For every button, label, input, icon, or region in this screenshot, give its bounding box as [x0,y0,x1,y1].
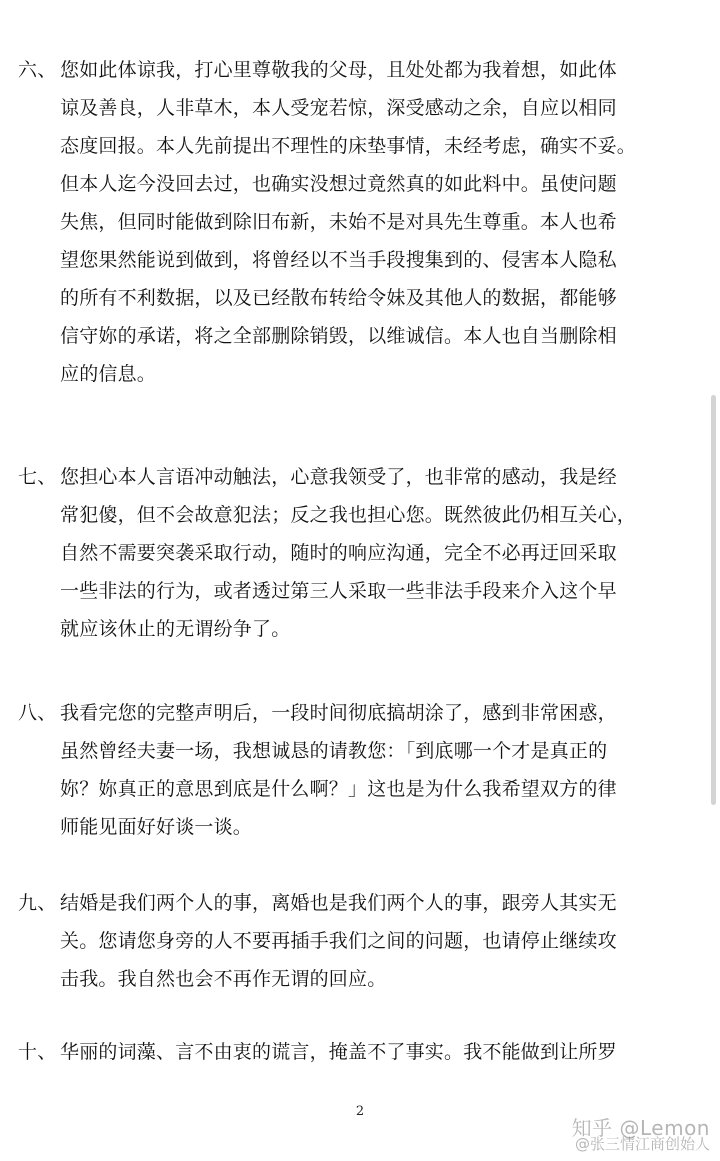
clause-line: 的所有不利数据，以及已经散布转给令妹及其他人的数据，都能够 [60,287,617,309]
clause-number: 七、 [18,466,57,488]
clause-line: 自然不需要突袭采取行动，随时的响应沟通，完全不必再迂回采取 [60,542,617,564]
clause-line: 应的信息。 [60,363,157,385]
clause-number: 九、 [18,892,57,914]
clause-6 [18,51,708,393]
clause-line [18,694,708,732]
clause-line: 失焦，但同时能做到除旧布新，未始不是对具先生尊重。本人也希 [60,211,617,233]
clause-text: 结婚是我们两个人的事，离婚也是我们两个人的事，跟旁人其实无 [60,892,617,914]
clause-line: 望您果然能说到做到，将曾经以不当手段搜集到的、侵害本人隐私 [60,249,617,271]
clause-text: 您如此体谅我，打心里尊敬我的父母，且处处都为我着想，如此体 [60,59,617,81]
clause-line: 信守妳的承诺，将之全部删除销毁，以维诚信。本人也自当删除相 [60,325,617,347]
clause-line: 但本人迄今没回去过，也确实没想过竟然真的如此料中。虽使问题 [60,173,617,195]
clause-text: 您担心本人言语冲动触法，心意我领受了，也非常的感动，我是经 [60,466,617,488]
watermark-line-2: @张三情江商创始人 [574,1135,710,1153]
clause-number: 八、 [18,702,57,724]
clause-line: 态度回报。本人先前提出不理性的床垫事情，未经考虑，确实不妥。 [60,135,637,157]
clause-10 [18,1033,708,1071]
clause-line [18,51,708,89]
clause-line: 常犯傻，但不会故意犯法；反之我也担心您。既然彼此仍相互关心， [60,504,637,526]
clause-line: 妳？妳真正的意思到底是什么啊？」这也是为什么我希望双方的律 [60,778,617,800]
clause-line: 就应该休止的无谓纷争了。 [60,618,291,640]
clause-7 [18,458,708,648]
vertical-scrollbar[interactable] [711,395,716,805]
clause-line: 关。您请您身旁的人不要再插手我们之间的问题，也请停止继续攻 [60,930,617,952]
clause-line: 一些非法的行为，或者透过第三人采取一些非法手段来介入这个早 [60,580,617,602]
clause-number: 十、 [18,1041,57,1063]
clause-line [18,884,708,922]
clause-line: 击我。我自然也会不再作无谓的回应。 [60,968,387,990]
clause-line [18,458,708,496]
clause-9 [18,884,708,998]
watermark [572,1118,710,1153]
clause-line [18,1033,708,1071]
clause-line: 谅及善良，人非草木，本人受宠若惊，深受感动之余，自应以相同 [60,97,617,119]
clause-text: 我看完您的完整声明后，一段时间彻底搞胡涂了，感到非常困惑， [60,702,617,724]
clause-line: 虽然曾经夫妻一场，我想诚恳的请教您：「到底哪一个才是真正的 [60,740,608,762]
clause-line: 师能见面好好谈一谈。 [60,816,253,838]
watermark-line-1: 知乎 @Lemon [571,1116,710,1140]
clause-text: 华丽的词藻、言不由衷的谎言，掩盖不了事实。我不能做到让所罗 [60,1041,617,1063]
clause-number: 六、 [18,59,57,81]
page-number: 2 [355,1104,365,1119]
clause-8 [18,694,708,846]
